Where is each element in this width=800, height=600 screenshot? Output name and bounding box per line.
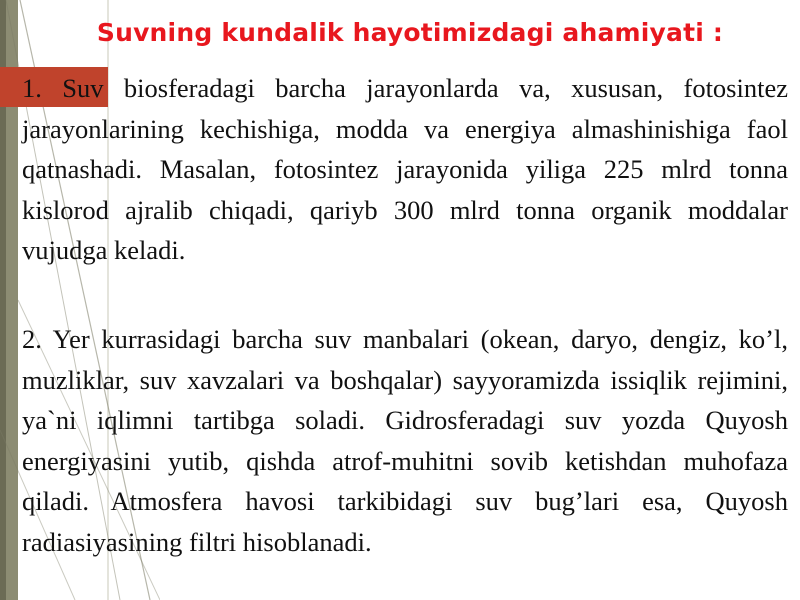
list-item-text: Suv biosferadagi barcha jarayonlarda va, xususan, fotosintez jarayonlarining kechishiga, modda va energiya almashinishiga faol qatnashadi. Masalan, fotosintez jarayonida yiliga 225 mlrd tonna kislorod ajralib chiqadi, qariyb 300 mlrd tonna organik moddalar vujudga keladi.	[22, 73, 788, 265]
list-item-2	[22, 319, 788, 562]
list-item-text: Yer kurrasidagi barcha suv manbalari (okean, daryo, dengiz, ko’l, muzliklar, suv xavzalari va boshqalar) sayyoramizda issiqlik rejimini, ya`ni iqlimni tartibga soladi. Gidrosferadagi suv yozda Quyosh energiyasini yutib, qishda atrof-muhitni sovib ketishdan muhofaza qiladi. Atmosfera havosi tarkibidagi suv bug’lari esa, Quyosh radiasiyasining filtri hisoblanadi.	[22, 324, 788, 557]
list-item-1	[22, 68, 788, 271]
list-item-number: 1.	[22, 73, 42, 103]
slide-title: Suvning kundalik hayotimizdagi ahamiyati :	[96, 18, 724, 47]
list-item-number: 2.	[22, 324, 42, 354]
